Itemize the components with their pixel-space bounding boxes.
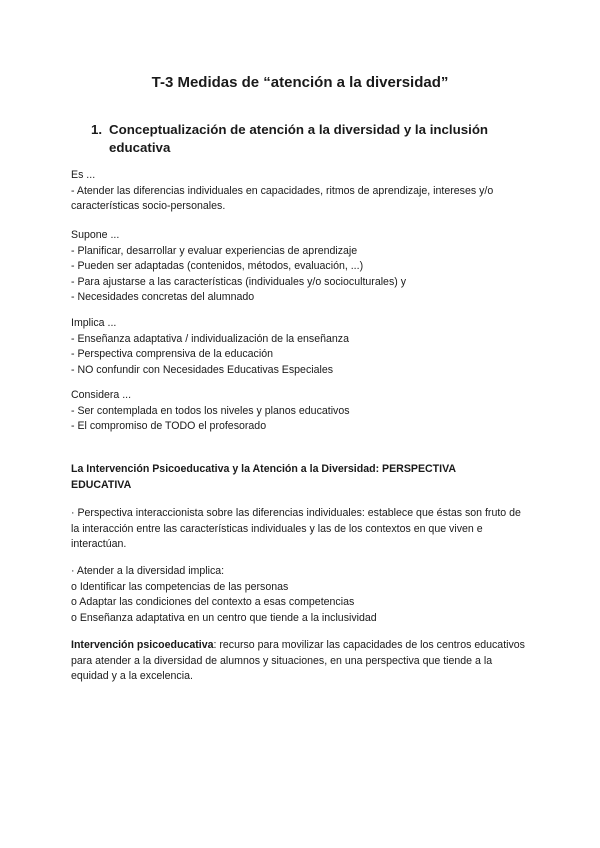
supone-item: - Planificar, desarrollar y evaluar experiencias de aprendizaje: [71, 244, 358, 257]
supone-block: [71, 228, 531, 306]
intervencion-term: Intervención psicoeducativa: [71, 639, 214, 651]
section-1-number: 1.: [91, 122, 103, 137]
perspectiva-block: [71, 506, 523, 553]
es-label: Es ...: [71, 169, 96, 181]
section-1-heading: [91, 121, 511, 157]
section-1-title: Conceptualización de atención a la diversidad y la inclusión educativa: [109, 122, 489, 155]
section-2-heading: La Intervención Psicoeducativa y la Atención a la Diversidad: PERSPECTIVA EDUCATIVA: [71, 463, 456, 491]
atender-label: · Atender a la diversidad implica:: [71, 565, 225, 577]
atender-item: o Identificar las competencias de las personas: [71, 580, 289, 593]
supone-item: - Para ajustarse a las características (individuales y/o socioculturales) y: [71, 275, 407, 288]
implica-item: - Enseñanza adaptativa / individualización de la enseñanza: [71, 332, 349, 345]
supone-item: - Pueden ser adaptadas (contenidos, métodos, evaluación, ...): [71, 260, 364, 272]
document-title: T-3 Medidas de “atención a la diversidad”: [151, 74, 449, 91]
implica-label: Implica ...: [71, 317, 117, 329]
perspectiva-paragraph: · Perspectiva interaccionista sobre las diferencias individuales: establece que éstas son fruto de la interacción entre las características individuales y las de los contextos en que viven e interactúan.: [71, 507, 521, 550]
section-2-block: [71, 462, 501, 493]
considera-label: Considera ...: [71, 389, 132, 401]
considera-block: [71, 388, 531, 435]
intervencion-block: [71, 638, 526, 685]
implica-item: - Perspectiva comprensiva de la educación: [71, 348, 273, 360]
es-item: - Atender las diferencias individuales en capacidades, ritmos de aprendizaje, intereses y/o características socio-personales.: [71, 184, 494, 212]
intervencion-paragraph: [71, 638, 526, 685]
implica-block: [71, 316, 531, 378]
atender-block: [71, 564, 531, 626]
considera-item: - Ser contemplada en todos los niveles y planos educativos: [71, 404, 350, 417]
implica-item: - NO confundir con Necesidades Educativas Especiales: [71, 363, 334, 376]
atender-item: o Adaptar las condiciones del contexto a esas competencias: [71, 596, 355, 608]
es-block: [71, 168, 531, 215]
supone-item: - Necesidades concretas del alumnado: [71, 291, 255, 303]
considera-item: - El compromiso de TODO el profesorado: [71, 420, 267, 432]
supone-label: Supone ...: [71, 229, 120, 241]
intervencion-text: : recurso para movilizar las capacidades de los centros educativos para atender a la diversidad de alumnos y situaciones, en una perspectiva que tiende a la equidad y a la excelencia.: [71, 639, 525, 682]
atender-item: o Enseñanza adaptativa en un centro que tiende a la inclusividad: [71, 611, 377, 624]
